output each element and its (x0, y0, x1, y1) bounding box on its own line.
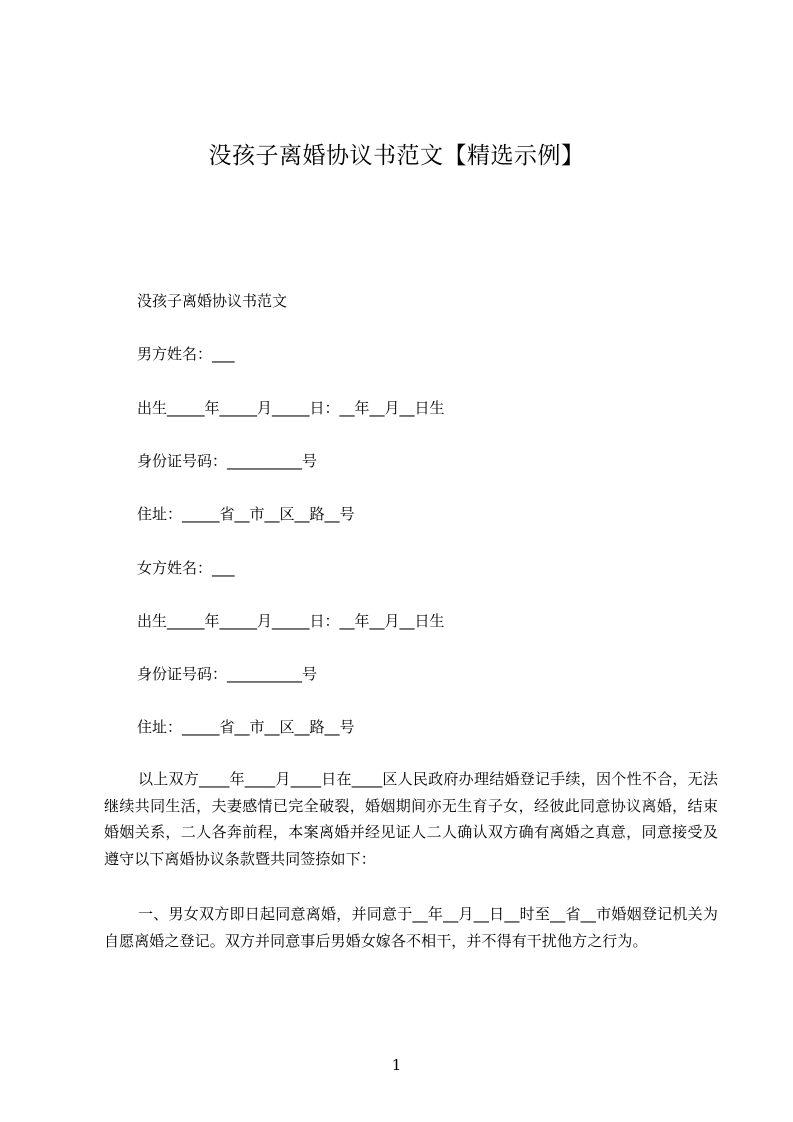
document-title: 没孩子离婚协议书范文【精选示例】 (208, 143, 585, 169)
male-id-field: 身份证号码：__________号 (137, 452, 318, 470)
female-birth-field: 出生_____年_____月_____日：__年__月__日生 (137, 612, 445, 630)
clause-1-paragraph: 一、男女双方即日起同意离婚，并同意于__年__月__日__时至__省__市婚姻登记机关为自愿离婚之登记。双方并同意事后男婚女嫁各不相干，并不得有干扰他方之行为。 (104, 905, 718, 950)
female-name-field: 女方姓名：___ (137, 559, 235, 577)
page-number: 1 (391, 1056, 402, 1074)
intro-paragraph: 以上双方____年____月____日在____区人民政府办理结婚登记手续，因个性不合，无法继续共同生活，夫妻感情已完全破裂，婚姻期间亦无生育子女，经彼此同意协议离婚，结束婚姻关系，二人各奔前程，本案离婚并经见证人二人确认双方确有离婚之真意，同意接受及遵守以下离婚协议条款暨共同签捺如下： (104, 770, 718, 868)
female-address-field: 住址：_____省__市__区__路__号 (137, 718, 355, 736)
male-address-field: 住址：_____省__市__区__路__号 (137, 505, 355, 523)
male-name-field: 男方姓名：___ (137, 345, 235, 363)
document-subtitle: 没孩子离婚协议书范文 (137, 292, 288, 310)
female-id-field: 身份证号码：__________号 (137, 665, 318, 683)
male-birth-field: 出生_____年_____月_____日：__年__月__日生 (137, 399, 445, 417)
